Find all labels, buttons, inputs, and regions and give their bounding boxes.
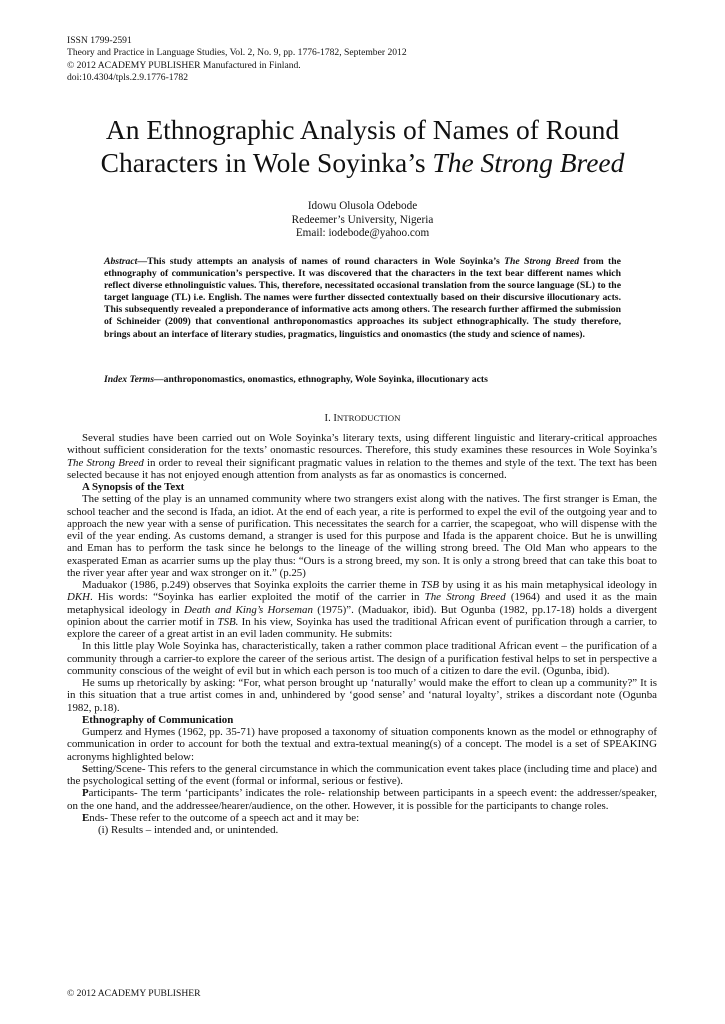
author-name: Idowu Olusola Odebode <box>307 200 418 212</box>
text-run: by using it as his main metaphysical ideology in <box>439 579 657 591</box>
title-line-1: An Ethnographic Analysis of Names of Round <box>105 114 620 145</box>
text-run: (1964) and used it as the main metaphysical ideology in <box>67 591 657 616</box>
abstract-label: Abstract <box>104 256 138 267</box>
subheading-ethnography: Ethnography of Communication <box>82 713 234 726</box>
paragraph: The setting of the play is an unnamed community where two strangers exist along with the natives. The first stranger is Eman, the school teacher and the second is Ifada, an idiot. At the end of each year, a rite is performed to expel the evil of the outgoing year and to approach the new year with a sense of purification. This necessitates the search for a carrier, the scapegoat, who will dispense with the evil of the year ending. As customs demand, a stranger is used for this purpose and Ifada is the apparent choice. But he is unwilling and Eman has to perform the task since he belongs to the lineage of the willing strong breed. The Old Man who appears to the exasperated Eman as acarrier sums up the play thus: “Ours is a strong breed, my son. It is only a strong breed that can take this boat to the river year after year and wax stronger on it.” (p.25) <box>67 493 657 579</box>
index-terms-label: Index Terms <box>104 374 154 385</box>
journal-header <box>67 35 407 85</box>
abstract <box>104 256 621 341</box>
initial-letter: E <box>82 811 90 824</box>
text-run: (1975)”. (Maduakor, ibid). But Ogunba (1982, pp.17-18) holds a divergent opinion about the carrier motif in <box>67 603 657 628</box>
initial-letter: P <box>82 787 89 800</box>
abstract-text-1: This study attempts an analysis of names of round characters in Wole Soyinka’s <box>147 256 505 267</box>
text-run: nds- These refer to the outcome of a speech act and it may be: <box>89 811 360 824</box>
author-affiliation: Redeemer’s University, Nigeria <box>291 213 434 226</box>
italic-run: The Strong Breed <box>67 456 144 469</box>
title-line-2 <box>40 146 685 179</box>
italic-run: TSB <box>420 579 440 591</box>
index-terms <box>104 374 621 386</box>
author-email: Email: iodebode@yahoo.com <box>295 227 430 240</box>
index-terms-text: anthroponomastics, onomastics, ethnography, Wole Soyinka, illocutionary acts <box>163 374 488 385</box>
list-item: (i) Results – intended and, or unintended. <box>98 824 279 836</box>
index-terms-dash: — <box>153 374 164 385</box>
paragraph <box>67 432 657 481</box>
section-rest: NTRODUCTION <box>336 413 401 423</box>
journal-citation: Theory and Practice in Language Studies, Vol. 2, No. 9, pp. 1776-1782, September 2012 <box>67 47 407 59</box>
text-run: Several studies have been carried out on Wole Soyinka’s literary texts, using different linguistic and literary-critical approaches without sufficient consideration for the texts’ onomastic resources. Therefore, this study examines these resources in Wole Soyinka’s <box>67 432 657 457</box>
abstract-dash: — <box>137 256 148 267</box>
paragraph <box>67 579 657 640</box>
speaking-ends <box>67 812 657 824</box>
italic-run: DKH <box>67 591 90 604</box>
speaking-participants <box>67 787 657 812</box>
text-run: In his view, Soyinka has used the traditional African event of purification through a carrier, to explore the career of a great artist in an evil laden community. He submits: <box>67 615 658 640</box>
paper-title <box>40 113 685 179</box>
section-number: I. <box>324 413 334 424</box>
abstract-text-2: from the ethnography of communication’s perspective. It was discovered that the characters in the text bear different names which reflect diverse ethnolinguistic values. This, therefore, necessitated occasional translation from the source language (SL) to the target language (TL) i.e. English. The names were further dissected contextually based on their discursive illocutionary acts. This subsequently revealed a preponderance of informative acts among others. The research further affirmed the submission of Schineider (2009) that conventional anthroponomastics approaches its subject ethnographically. The study therefore, brings about an interface of literary studies, pragmatics, linguistics and onomastics (the study and science of names). <box>104 256 621 340</box>
initial-letter: S <box>82 762 89 775</box>
block-quote: In this little play Wole Soyinka has, characteristically, taken a rather common place traditional African event – the purification of a community through a carrier-to explore the career of the serious artist. The design of a purification festival helps to set in perspective a community conscious of the weight of evil but in which each person is too much of a citizen to dare the evil. (Ogunba, ibid). <box>67 640 657 677</box>
italic-run: TSB. <box>217 615 239 628</box>
speaking-setting <box>67 763 657 788</box>
text-run: . His words: “Soyinka has earlier exploited the motif of the carrier in <box>90 591 425 604</box>
text-run: Maduakor (1986, p.249) observes that Soyinka exploits the carrier theme in <box>82 579 421 591</box>
title-line-2-italic: The Strong Breed <box>432 147 625 178</box>
abstract-italic: The Strong Breed <box>504 256 580 267</box>
text-run: etting/Scene- This refers to the general circumstance in which the communication event takes place (including time and place) and the psychological setting of the event (formal or informal, serious or festive). <box>67 762 657 787</box>
title-line-2-plain: Characters in Wole Soyinka’s <box>100 147 433 178</box>
copyright-line: © 2012 ACADEMY PUBLISHER Manufactured in Finland. <box>67 59 301 71</box>
text-run: in order to reveal their significant pragmatic values in relation to the themes and style of the text. The text has been selected because it has not enjoyed enough attention from analysts as far as onomastics is concerned. <box>67 456 657 481</box>
page-footer: © 2012 ACADEMY PUBLISHER <box>67 988 201 999</box>
issn: ISSN 1799-2591 <box>67 35 132 46</box>
section-heading <box>0 412 725 425</box>
author-block <box>0 200 725 241</box>
text-run: articipants- The term ‘participants’ indicates the role- relationship between participants in a speech event: the addresser/speaker, on the one hand, and the addressee/hearer/audience, on the other. However, it is possible for the participants to change roles. <box>67 787 657 812</box>
subheading-synopsis: A Synopsis of the Text <box>82 481 185 493</box>
paragraph: Gumperz and Hymes (1962, pp. 35-71) have proposed a taxonomy of situation components known as the model or ethnography of communication in order to account for both the textual and extra-textual meaning(s) of a concept. The model is a set of SPEAKING acronyms highlighted below: <box>67 726 657 763</box>
italic-run: The Strong Breed <box>424 591 506 604</box>
paragraph: He sums up rhetorically by asking: “For, what person brought up ‘naturally’ would make the effort to clean up a community?” It is in this situation that a true artist comes in and, unhindered by ‘good sense’ and ‘natural loyalty’, strikes a discordant note (Ogunba 1982, p.18). <box>67 677 657 714</box>
doi: doi:10.4304/tpls.2.9.1776-1782 <box>67 72 188 84</box>
italic-run: Death and King’s Horseman <box>184 603 313 616</box>
body-text <box>67 432 657 836</box>
section-first-letter: I <box>333 413 337 424</box>
